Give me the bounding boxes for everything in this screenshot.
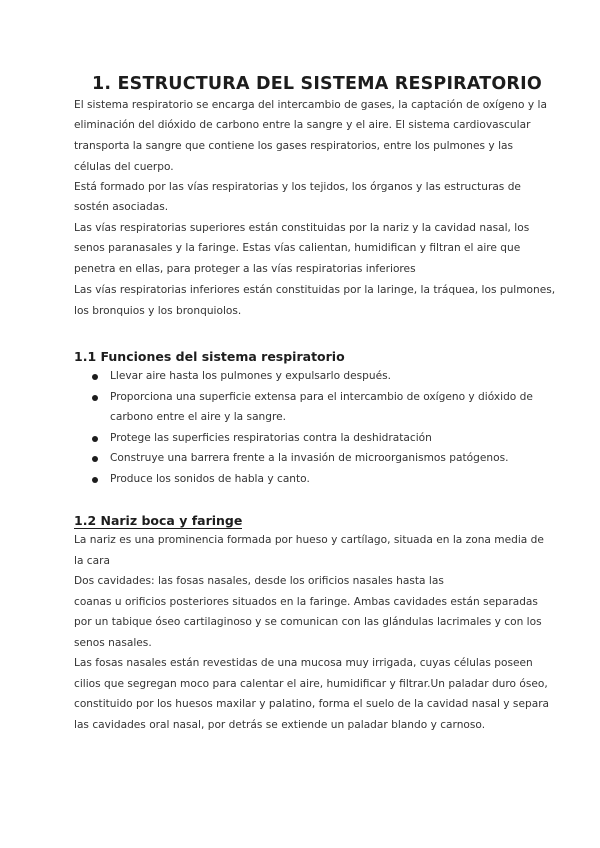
bullet-icon [92, 477, 98, 483]
intro-line: Las vías respiratorias inferiores están constituidas por la laringe, la tráquea, los pulmones, [74, 284, 556, 296]
nariz-line: cilios que segregan moco para calentar el aire, humidificar y filtrar.Un paladar duro óseo, [74, 678, 548, 690]
intro-line: senos paranasales y la faringe. Estas vías calientan, humidifican y filtran el aire que [74, 242, 521, 254]
nariz-line: Las fosas nasales están revestidas de una mucosa muy irrigada, cuyas células poseen [74, 657, 533, 669]
list-item: Proporciona una superficie extensa para el intercambio de oxígeno y dióxido de [110, 391, 533, 403]
intro-line: Las vías respiratorias superiores están constituidas por la nariz y la cavidad nasal, los [74, 222, 530, 234]
intro-line: transporta la sangre que contiene los gases respiratorios, entre los pulmones y las [74, 140, 514, 152]
bullet-icon [92, 436, 98, 442]
page-title: 1. ESTRUCTURA DEL SISTEMA RESPIRATORIO [92, 74, 542, 94]
nariz-line: coanas u orificios posteriores situados en la faringe. Ambas cavidades están separadas [74, 596, 538, 608]
nariz-line: la cara [74, 555, 110, 567]
bullet-icon [92, 374, 98, 380]
bullet-icon [92, 456, 98, 462]
list-item: carbono entre el aire y la sangre. [110, 411, 287, 423]
intro-line: eliminación del dióxido de carbono entre la sangre y el aire. El sistema cardiovascular [74, 119, 531, 131]
nariz-line: senos nasales. [74, 637, 152, 649]
list-item: Protege las superficies respiratorias contra la deshidratación [110, 432, 432, 444]
bullet-icon [92, 395, 98, 401]
section-heading-nariz: 1.2 Nariz boca y faringe [74, 513, 243, 528]
intro-line: El sistema respiratorio se encarga del intercambio de gases, la captación de oxígeno y la [74, 99, 547, 111]
list-item: Llevar aire hasta los pulmones y expulsarlo después. [110, 370, 392, 382]
list-item: Construye una barrera frente a la invasión de microorganismos patógenos. [110, 452, 509, 464]
intro-line: sostén asociadas. [74, 201, 169, 213]
nariz-line: La nariz es una prominencia formada por hueso y cartílago, situada en la zona media de [74, 534, 544, 546]
list-item: Produce los sonidos de habla y canto. [110, 473, 310, 485]
nariz-line: constituido por los huesos maxilar y palatino, forma el suelo de la cavidad nasal y separa [74, 698, 550, 710]
nariz-line: las cavidades oral nasal, por detrás se extiende un paladar blando y carnoso. [74, 719, 486, 731]
intro-line: los bronquios y los bronquiolos. [74, 305, 242, 317]
intro-line: células del cuerpo. [74, 161, 174, 173]
intro-line: penetra en ellas, para proteger a las vías respiratorias inferiores [74, 263, 416, 275]
intro-line: Está formado por las vías respiratorias y los tejidos, los órganos y las estructuras de [74, 181, 521, 193]
section-heading-funciones: 1.1 Funciones del sistema respiratorio [74, 349, 345, 364]
nariz-line: por un tabique óseo cartilaginoso y se comunican con las glándulas lacrimales y con los [74, 616, 542, 628]
nariz-line: Dos cavidades: las fosas nasales, desde los orificios nasales hasta las [74, 575, 444, 587]
